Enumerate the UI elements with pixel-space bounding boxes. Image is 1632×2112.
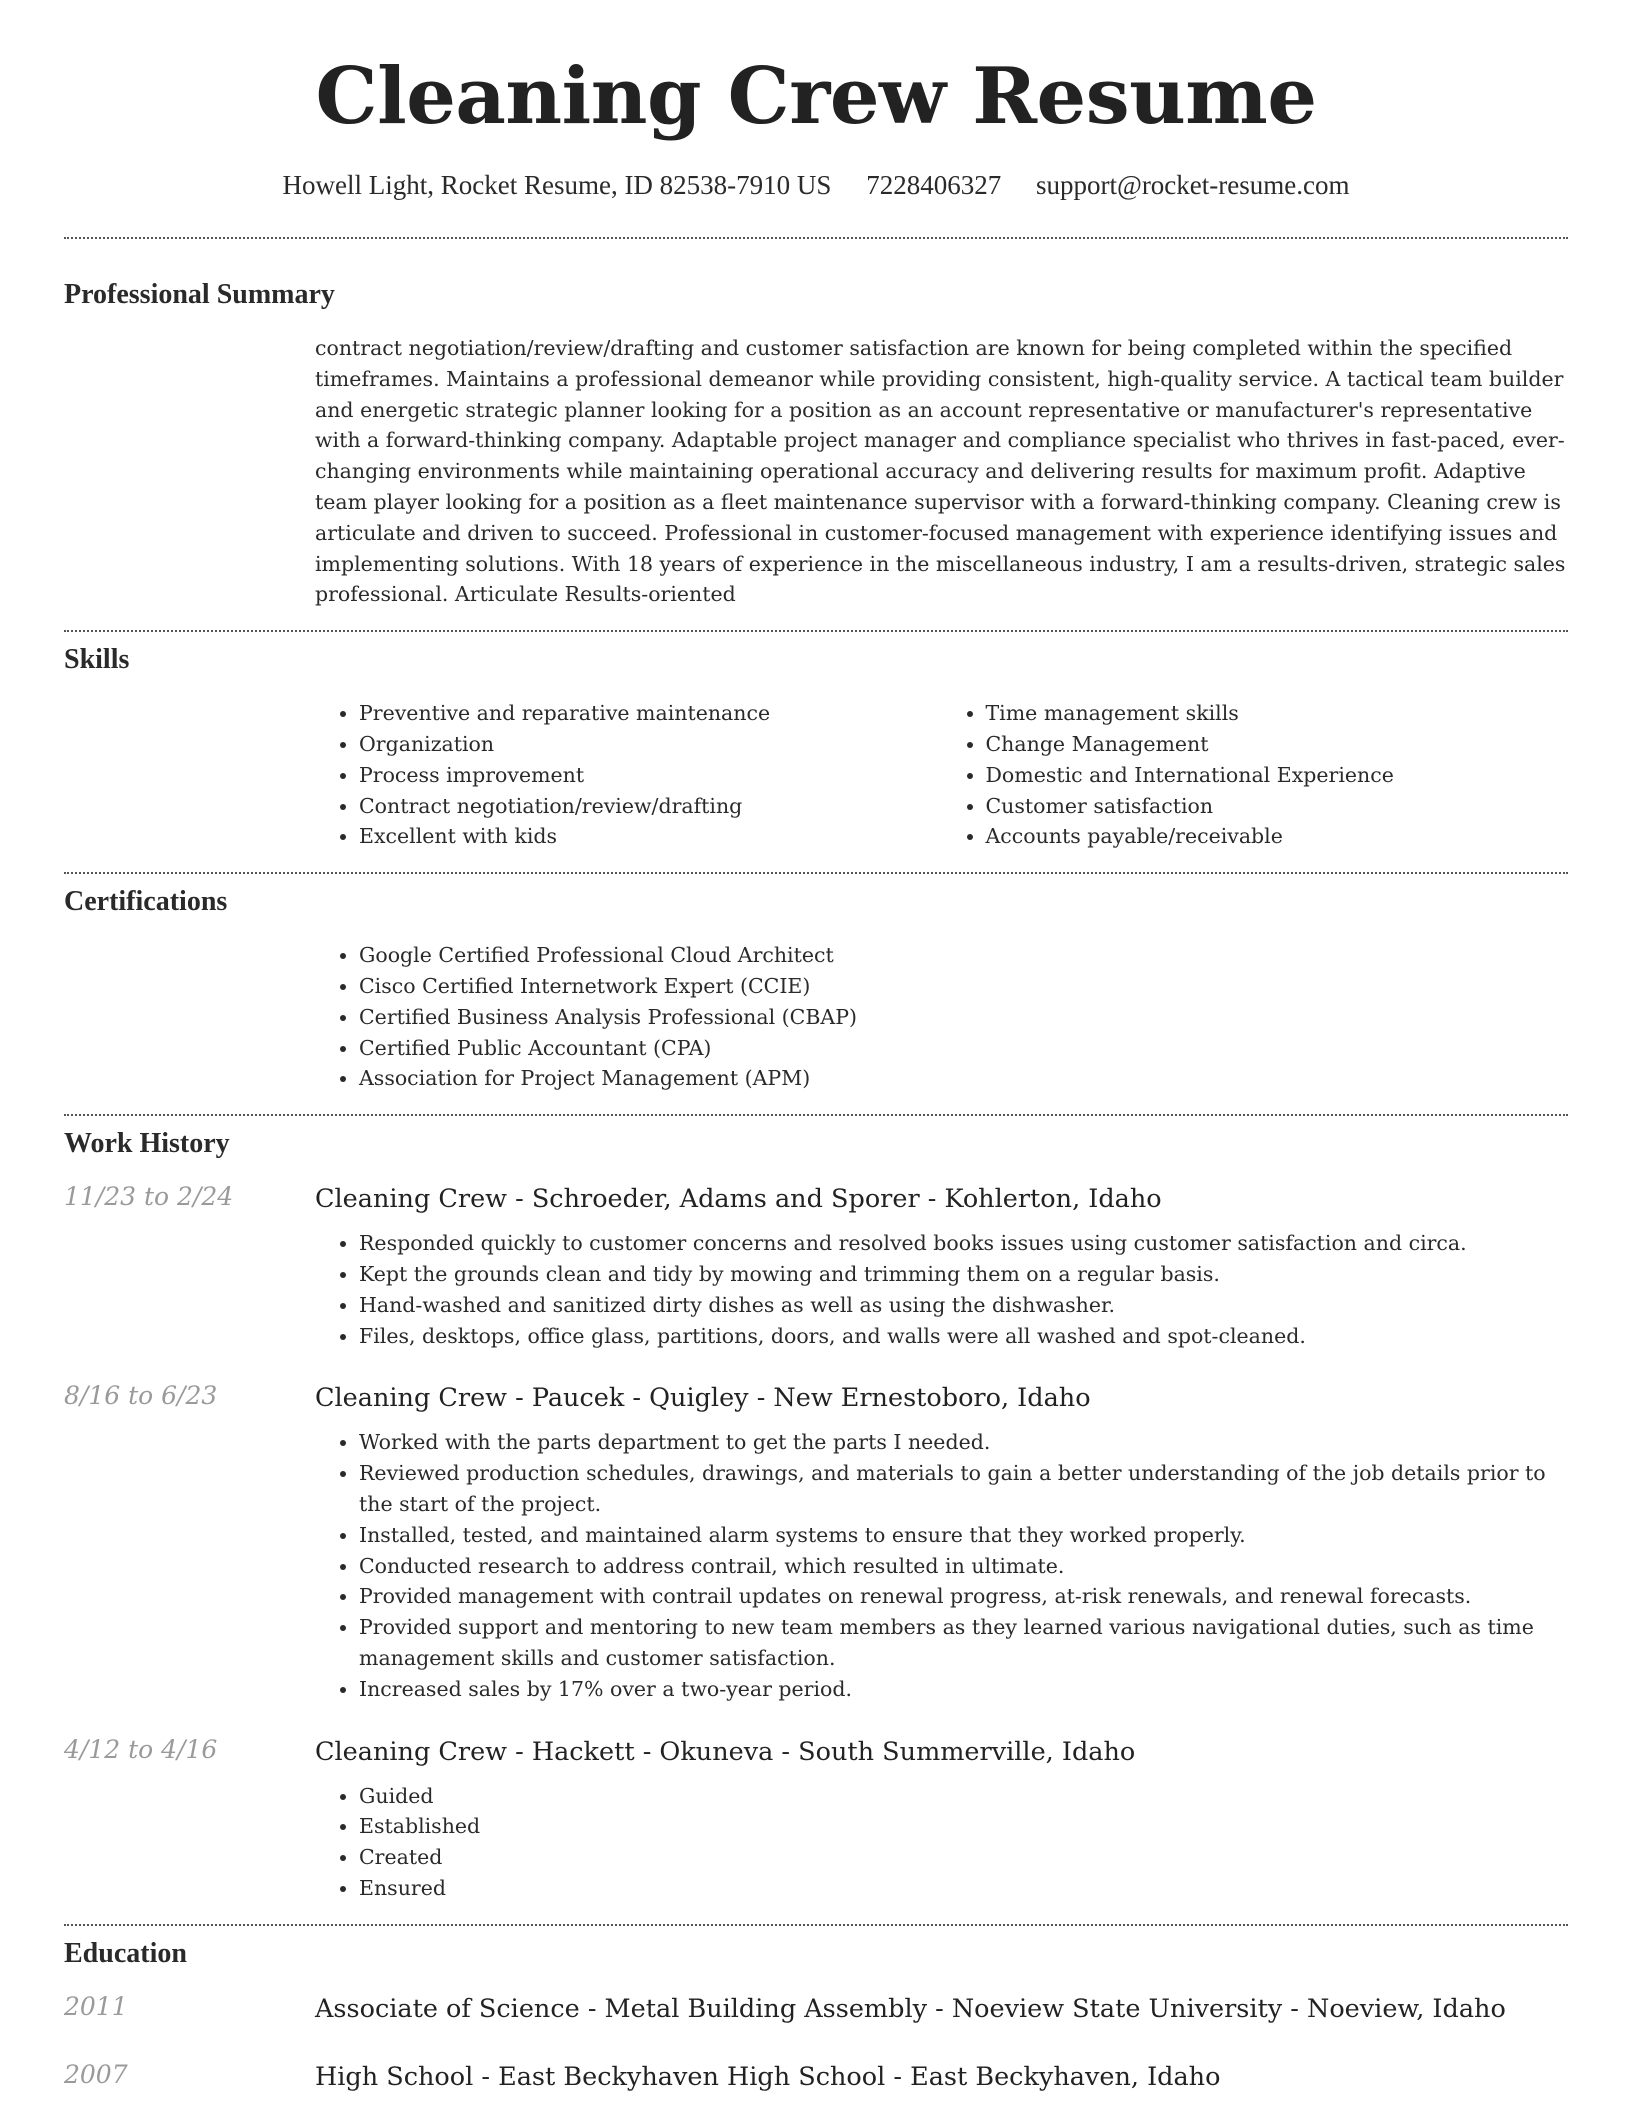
skill-item: • Organization [359,729,942,760]
contact-email: support@rocket-resume.com [1035,170,1350,200]
job-bullets [315,1228,1568,1351]
skills-heading: Skills [64,644,130,676]
skill-item: • Accounts payable/receivable [986,821,1569,852]
certification-item: • Google Certified Professional Cloud Architect [359,940,1568,971]
skill-item: • Contract negotiation/review/drafting [359,791,942,822]
job-bullet: • Created [359,1842,1568,1873]
job-title: Cleaning Crew - Paucek - Quigley - New Ernestoboro, Idaho [315,1383,1091,1414]
job-bullet: • Files, desktops, office glass, partitions, doors, and walls were all washed and spot-cleaned. [359,1321,1568,1352]
contact-address: Howell Light, Rocket Resume, ID 82538-7910 US [282,170,832,200]
divider [64,237,1568,239]
skill-item: • Domestic and International Experience [986,760,1569,791]
job-bullet-list [315,1228,1568,1351]
job-bullet: • Responded quickly to customer concerns and resolved books issues using customer satisfaction and circa. [359,1228,1568,1259]
divider [64,630,1568,632]
education-entry [64,1992,1568,2026]
job-bullet: • Worked with the parts department to get the parts I needed. [359,1427,1568,1458]
skill-item: • Change Management [986,729,1569,760]
job-bullets [315,1781,1568,1904]
education-entry [64,2060,1568,2094]
certification-item: • Certified Public Accountant (CPA) [359,1033,1568,1064]
certifications-list [315,940,1568,1094]
skills-list [315,698,1568,852]
education-title: High School - East Beckyhaven High School - East Beckyhaven, Idaho [315,2061,1221,2092]
certifications-bullets [315,940,1568,1094]
job-bullet: • Provided management with contrail updates on renewal progress, at-risk renewals, and renewal forecasts. [359,1581,1568,1612]
job-bullet-list [315,1781,1568,1904]
skill-item: • Process improvement [359,760,942,791]
skills-column-left [315,698,942,852]
job-bullet: • Installed, tested, and maintained alarm systems to ensure that they worked properly. [359,1520,1568,1551]
skill-item: • Excellent with kids [359,821,942,852]
job-dates: 11/23 to 2/24 [64,1182,234,1212]
contact-phone: 7228406327 [866,170,1002,200]
job-bullet: • Reviewed production schedules, drawings, and materials to gain a better understanding of the job details prior to the start of the project. [359,1458,1568,1520]
summary-text: contract negotiation/review/drafting and customer satisfaction are known for being completed within the specified timeframes. Maintains a professional demeanor while providing consistent, high-quality service. A tactical team builder and energetic strategic planner looking for a position as an account representative or manufacturer's representative with a forward-thinking company. Adaptable project manager and compliance specialist who thrives in fast-paced, ever-changing environments while maintaining operational accuracy and delivering results for maximum profit. Adaptive team player looking for a position as a fleet maintenance supervisor with a forward-thinking company. Cleaning crew is articulate and driven to succeed. Professional in customer-focused management with experience identifying issues and implementing solutions. With 18 years of experience in the miscellaneous industry, I am a results-driven, strategic sales professional. Articulate Results-oriented [315,336,1566,607]
skill-item: • Preventive and reparative maintenance [359,698,942,729]
job-bullet-list [315,1427,1568,1704]
divider [64,872,1568,874]
skill-item: • Time management skills [986,698,1569,729]
work-history-heading: Work History [64,1128,230,1160]
job-bullet: • Provided support and mentoring to new team members as they learned various navigational duties, such as time management skills and customer satisfaction. [359,1612,1568,1674]
job-title: Cleaning Crew - Hackett - Okuneva - South Summerville, Idaho [315,1736,1136,1767]
job-title: Cleaning Crew - Schroeder, Adams and Sporer - Kohlerton, Idaho [315,1184,1162,1215]
job-bullet: • Guided [359,1781,1568,1812]
divider [64,1924,1568,1926]
job-bullet: • Ensured [359,1873,1568,1904]
job-dates: 8/16 to 6/23 [64,1381,218,1411]
summary-heading: Professional Summary [64,279,335,310]
skills-column-right [942,698,1569,852]
job-bullet: • Conducted research to address contrail, which resulted in ultimate. [359,1551,1568,1582]
divider [64,1114,1568,1116]
job-bullet: • Hand-washed and sanitized dirty dishes as well as using the dishwasher. [359,1290,1568,1321]
certification-item: • Certified Business Analysis Professional (CBAP) [359,1002,1568,1033]
job-dates: 4/12 to 4/16 [64,1734,218,1764]
certification-item: • Cisco Certified Internetwork Expert (CCIE) [359,971,1568,1002]
education-title: Associate of Science - Metal Building Assembly - Noeview State University - Noeview, Idaho [315,1993,1506,2024]
certifications-heading: Certifications [64,886,228,918]
skill-item: • Customer satisfaction [986,791,1569,822]
resume-page [64,0,1568,2094]
job-bullets [315,1427,1568,1704]
education-year: 2011 [64,1991,128,2021]
job-bullet: • Established [359,1811,1568,1842]
education-heading: Education [64,1937,187,1969]
job-bullet: • Increased sales by 17% over a two-year period. [359,1674,1568,1705]
contact-line [64,170,1568,201]
job-entry [64,1182,1568,1351]
job-entry [64,1735,1568,1904]
resume-title: Cleaning Crew Resume [315,51,1317,142]
job-bullet: • Kept the grounds clean and tidy by mowing and trimming them on a regular basis. [359,1259,1568,1290]
certification-item: • Association for Project Management (APM) [359,1063,1568,1094]
education-year: 2007 [64,2059,128,2089]
job-entry [64,1381,1568,1704]
